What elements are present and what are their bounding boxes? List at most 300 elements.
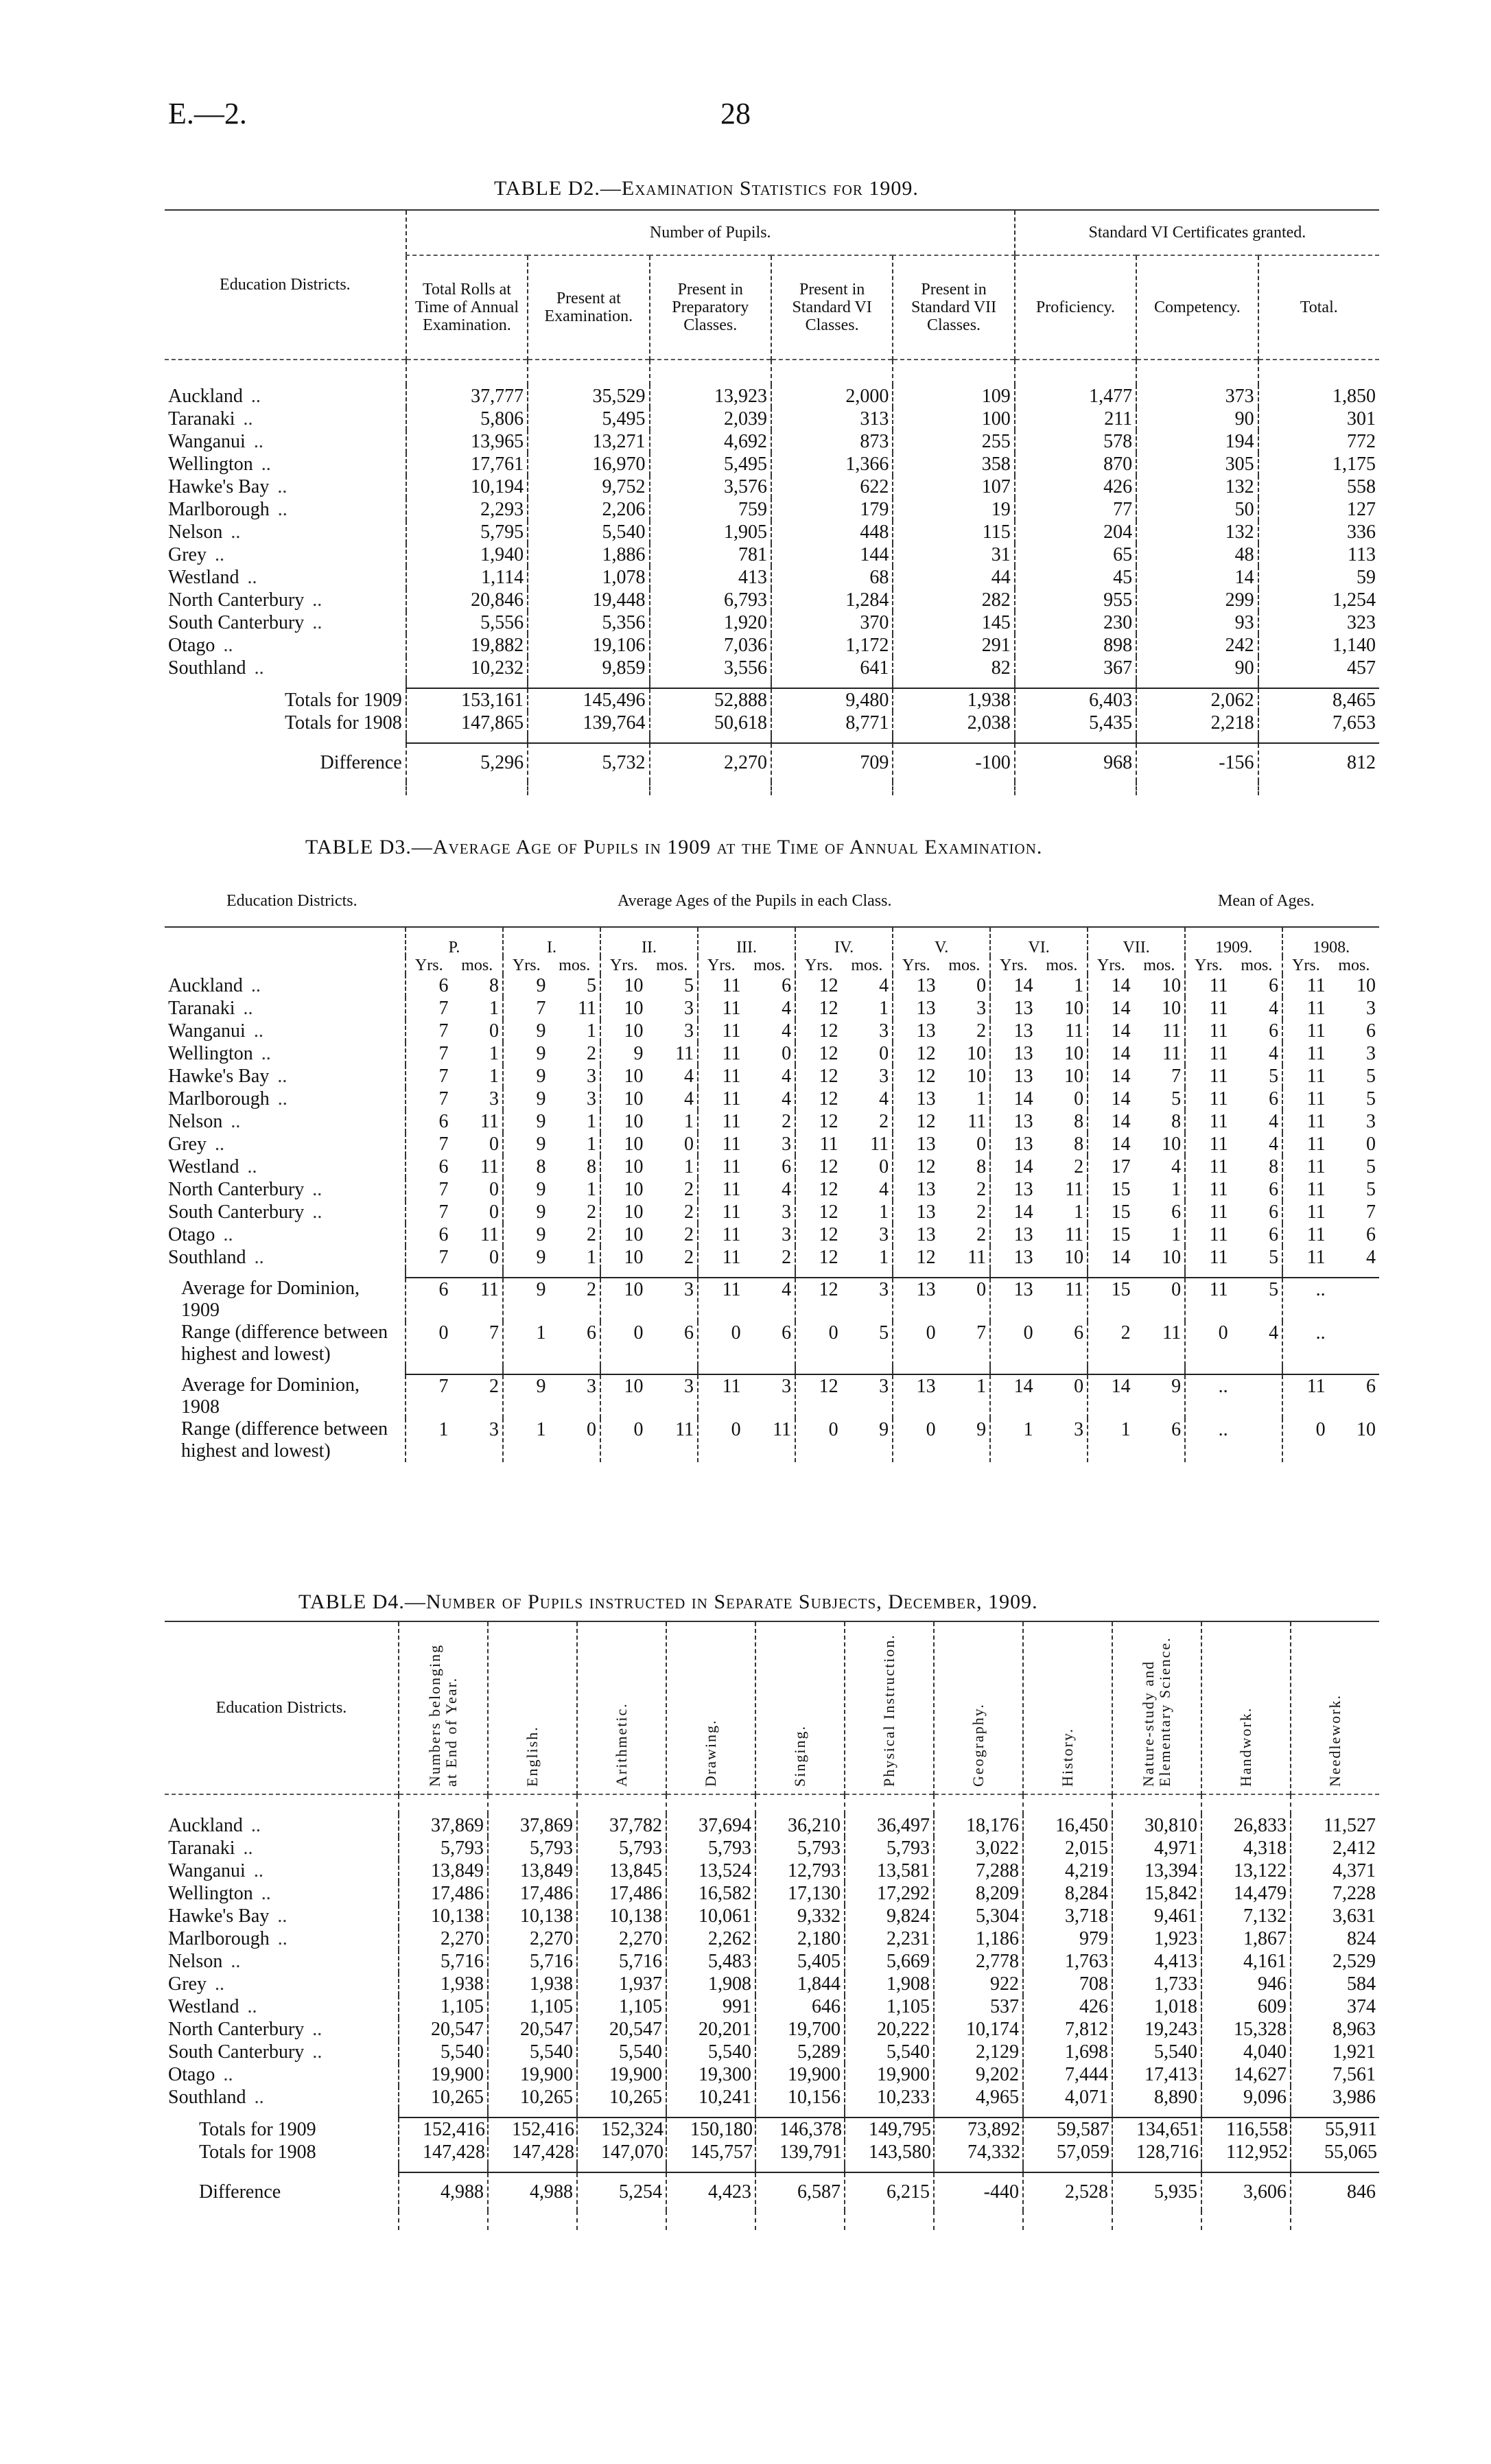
district-name xyxy=(165,1859,399,1882)
months-header: mos. xyxy=(948,957,981,974)
months-value: 1 xyxy=(1074,1201,1084,1223)
months-value: 3 xyxy=(879,1020,889,1042)
years-value: 14 xyxy=(990,1374,1037,1418)
district-name xyxy=(165,1814,399,1837)
years-value: 10 xyxy=(600,997,647,1020)
spacer-cell xyxy=(1136,360,1258,385)
leader-dots: .. xyxy=(253,431,263,452)
years-value: 0 xyxy=(600,1322,647,1365)
cell-value: 13,581 xyxy=(845,1859,934,1882)
years-value: 14 xyxy=(1088,1110,1134,1133)
spacer-cell xyxy=(755,1794,845,1814)
rule-cell xyxy=(503,1365,550,1374)
district-label: Wanganui xyxy=(168,1020,246,1042)
months-value: 6 xyxy=(587,1322,597,1344)
months-value: 11 xyxy=(773,1419,792,1440)
cell-value: 1,105 xyxy=(488,1995,577,2018)
months-value: 11 xyxy=(578,998,597,1019)
months-value: 8 xyxy=(976,1156,987,1177)
months-value: 10 xyxy=(1357,975,1376,996)
years-value: .. xyxy=(1282,1278,1329,1322)
months-value: 8 xyxy=(587,1156,597,1177)
months-value: 11 xyxy=(967,1111,987,1132)
group-certificates: Standard VI Certificates granted. xyxy=(1015,210,1379,255)
cell-value: 19 xyxy=(893,498,1014,521)
spacer-cell xyxy=(1258,679,1379,688)
months-value: 4 xyxy=(684,1088,694,1110)
district-label: Grey xyxy=(168,1973,207,1995)
spacer-cell xyxy=(1201,2211,1291,2230)
rule-cell xyxy=(698,1269,744,1278)
cell-value: 1,175 xyxy=(1258,453,1379,476)
district-label: South Canterbury xyxy=(168,612,305,633)
years-value: 6 xyxy=(406,974,452,997)
table-d3-title-prefix: TABLE D3.— xyxy=(305,836,433,858)
cell-value: 709 xyxy=(771,743,893,782)
district-label: Nelson xyxy=(168,521,223,543)
spacer-cell xyxy=(165,1794,399,1814)
spacer-cell xyxy=(1023,2109,1112,2117)
leader-dots: .. xyxy=(277,476,287,497)
cell-value: 2,778 xyxy=(934,1950,1023,1973)
district-name xyxy=(165,566,406,589)
months-value: 3 xyxy=(879,1279,889,1300)
spacer-cell xyxy=(666,2109,755,2117)
cell-value: 1,172 xyxy=(771,634,893,657)
years-value: 1 xyxy=(406,1418,452,1462)
cell-value: 6,403 xyxy=(1015,688,1136,712)
months-value: 3 xyxy=(1366,1111,1376,1132)
years-value: 12 xyxy=(795,1042,842,1065)
table-row xyxy=(165,498,1379,521)
spacer xyxy=(165,2211,1379,2230)
cell-value: 19,106 xyxy=(528,634,649,657)
years-value: 12 xyxy=(795,1201,842,1223)
months-value: 3 xyxy=(1074,1419,1084,1440)
table-row xyxy=(165,657,1379,679)
district-label: Wellington xyxy=(168,1883,253,1904)
spacer-cell xyxy=(488,2163,577,2172)
months-value: 10 xyxy=(1162,1247,1182,1268)
spacer-cell xyxy=(1291,2211,1379,2230)
rule-cell xyxy=(550,1365,601,1374)
cell-value: 13,524 xyxy=(666,1859,755,1882)
spacer-cell xyxy=(165,2109,399,2117)
cell-value: 299 xyxy=(1136,589,1258,611)
years-value: 13 xyxy=(893,1201,939,1223)
leader-dots: .. xyxy=(312,612,322,633)
months-value: 2 xyxy=(587,1279,597,1300)
years-value: 2 xyxy=(1088,1322,1134,1365)
rule-cell xyxy=(406,1269,452,1278)
rule-cell xyxy=(1329,1365,1379,1374)
cell-value: 1,844 xyxy=(755,1973,845,1995)
cell-value: 112,952 xyxy=(1201,2141,1291,2163)
cell-value: 93 xyxy=(1136,611,1258,634)
years-value: 9 xyxy=(503,1374,550,1418)
cell-value: 5,732 xyxy=(528,743,649,782)
months-value: 2 xyxy=(976,1020,987,1042)
cell-value: 1,284 xyxy=(771,589,893,611)
years-value: 9 xyxy=(503,1088,550,1110)
table-row xyxy=(165,1814,1379,1837)
table-d4-title xyxy=(298,1591,1038,1614)
cell-value: 19,900 xyxy=(399,2063,488,2086)
table-row xyxy=(165,589,1379,611)
years-value: 9 xyxy=(503,1178,550,1201)
col-education-districts: Education Districts. xyxy=(220,276,351,294)
months-value: 4 xyxy=(782,1088,792,1110)
leader-dots: .. xyxy=(254,2087,264,2108)
years-value: 11 xyxy=(1282,1201,1329,1223)
spacer-cell xyxy=(528,360,649,385)
years-value: 11 xyxy=(1282,1042,1329,1065)
cell-value: 152,416 xyxy=(488,2117,577,2141)
table-row xyxy=(165,1950,1379,1973)
district-label: Grey xyxy=(168,544,207,565)
district-label: Hawke's Bay xyxy=(168,1905,270,1927)
years-value: 13 xyxy=(893,1088,939,1110)
cell-value: 609 xyxy=(1201,1995,1291,2018)
years-value: 1 xyxy=(503,1418,550,1462)
spacer-cell xyxy=(406,360,528,385)
years-value: 0 xyxy=(1282,1418,1329,1462)
years-value: 9 xyxy=(503,1020,550,1042)
leader-dots: .. xyxy=(231,1111,241,1132)
years-value: 13 xyxy=(893,1223,939,1246)
cell-value: 194 xyxy=(1136,430,1258,453)
months-value: 10 xyxy=(1064,1043,1084,1064)
table-d2-title-text: Examination Statistics for 1909. xyxy=(621,177,919,200)
column-header xyxy=(1201,1621,1291,1794)
summary-row xyxy=(165,1418,1379,1462)
leader-dots: .. xyxy=(277,1905,287,1927)
district-name xyxy=(165,1905,399,1927)
cell-value: 5,495 xyxy=(650,453,771,476)
class-header: P. xyxy=(406,927,503,957)
cell-value: 11,527 xyxy=(1291,1814,1379,1837)
months-value: 4 xyxy=(879,975,889,996)
cell-value: 1,938 xyxy=(399,1973,488,1995)
years-value: 0 xyxy=(893,1418,939,1462)
months-header: mos. xyxy=(461,957,493,974)
months-value: 0 xyxy=(879,1156,889,1177)
table-row xyxy=(165,2086,1379,2109)
cell-value: 10,138 xyxy=(399,1905,488,1927)
years-value: 14 xyxy=(1088,1042,1134,1065)
years-value: 10 xyxy=(600,1223,647,1246)
cell-value: 37,869 xyxy=(488,1814,577,1837)
column-header xyxy=(1023,1621,1112,1794)
district-name xyxy=(165,453,406,476)
spacer-cell xyxy=(528,782,649,795)
years-value: 15 xyxy=(1088,1201,1134,1223)
rule-cell xyxy=(1134,1365,1186,1374)
district-name xyxy=(165,1246,406,1269)
years-value: 11 xyxy=(1282,974,1329,997)
years-value: 13 xyxy=(893,1278,939,1322)
years-value: 7 xyxy=(406,1246,452,1269)
cell-value: 3,556 xyxy=(650,657,771,679)
months-value: 3 xyxy=(879,1224,889,1245)
months-value: 8 xyxy=(1269,1156,1279,1177)
spacer-cell xyxy=(165,360,406,385)
spacer-cell xyxy=(650,360,771,385)
district-label: Southland xyxy=(168,1247,246,1268)
rule-cell xyxy=(600,1365,647,1374)
table-d4-title-text: Number of Pupils instructed in Separate Subjects, December, 1909. xyxy=(425,1591,1038,1613)
years-value: 14 xyxy=(990,974,1037,997)
cell-value: 2,270 xyxy=(577,1927,666,1950)
cell-value: 5,540 xyxy=(666,2041,755,2063)
column-header-text: Geography. xyxy=(970,1703,987,1787)
leader-dots: .. xyxy=(214,1134,224,1155)
years-value: 6 xyxy=(406,1155,452,1178)
years-value: .. xyxy=(1185,1418,1232,1462)
column-header xyxy=(1112,1621,1201,1794)
district-label: Southland xyxy=(168,2087,246,2108)
rule xyxy=(165,2163,1379,2172)
table-row xyxy=(165,1065,1379,1088)
cell-value: 16,582 xyxy=(666,1882,755,1905)
months-value: 4 xyxy=(684,1066,694,1087)
years-value: 13 xyxy=(893,997,939,1020)
months-value: 2 xyxy=(587,1043,597,1064)
page-number: 28 xyxy=(720,97,751,130)
months-value: 11 xyxy=(1162,1020,1182,1042)
months-value: 0 xyxy=(1074,1088,1084,1110)
rule-cell xyxy=(842,1365,893,1374)
cell-value: 8,284 xyxy=(1023,1882,1112,1905)
district-name xyxy=(165,657,406,679)
months-value: 3 xyxy=(782,1201,792,1223)
column-header xyxy=(577,1621,666,1794)
table-d3-title xyxy=(305,836,1042,859)
rule-cell xyxy=(1134,1269,1186,1278)
cell-value: 5,540 xyxy=(399,2041,488,2063)
rule-cell xyxy=(647,1365,698,1374)
cell-value: 3,576 xyxy=(650,476,771,498)
months-value: 3 xyxy=(782,1376,792,1397)
months-value: 2 xyxy=(684,1247,694,1268)
cell-value: 323 xyxy=(1258,611,1379,634)
cell-value: 1,938 xyxy=(893,688,1014,712)
months-value xyxy=(1232,1418,1283,1462)
years-value: 7 xyxy=(406,1088,452,1110)
years-value: 10 xyxy=(600,1110,647,1133)
leader-dots: .. xyxy=(223,2064,233,2085)
district-name xyxy=(165,1882,399,1905)
district-name xyxy=(165,1178,406,1201)
months-value: 10 xyxy=(1064,998,1084,1019)
months-value: 1 xyxy=(587,1020,597,1042)
years-value: 12 xyxy=(795,1223,842,1246)
table-row xyxy=(165,997,1379,1020)
district-name xyxy=(165,1110,406,1133)
years-value: 1 xyxy=(1088,1418,1134,1462)
years-value: 0 xyxy=(406,1322,452,1365)
years-value: 10 xyxy=(600,1088,647,1110)
district-name xyxy=(165,498,406,521)
spacer-cell xyxy=(528,734,649,743)
leader-dots: .. xyxy=(223,1224,233,1245)
district-label: Wanganui xyxy=(168,1860,246,1881)
spacer-cell xyxy=(666,2163,755,2172)
spacer-cell xyxy=(755,2211,845,2230)
months-header: mos. xyxy=(1241,957,1273,974)
years-value: 10 xyxy=(600,1201,647,1223)
years-value: 12 xyxy=(893,1110,939,1133)
cell-value: 305 xyxy=(1136,453,1258,476)
table-row xyxy=(165,1110,1379,1133)
months-value: 7 xyxy=(1171,1066,1182,1087)
column-header xyxy=(666,1621,755,1794)
table-row xyxy=(165,2018,1379,2041)
cell-value: 873 xyxy=(771,430,893,453)
cell-value: 5,540 xyxy=(528,521,649,543)
cell-value: 979 xyxy=(1023,1927,1112,1950)
months-value: 4 xyxy=(782,998,792,1019)
cell-value: 537 xyxy=(934,1995,1023,2018)
cell-value: 1,254 xyxy=(1258,589,1379,611)
months-value: 1 xyxy=(587,1179,597,1200)
column-header: Present at Examination. xyxy=(528,255,649,360)
years-value: 11 xyxy=(1282,997,1329,1020)
months-value: 3 xyxy=(1366,1043,1376,1064)
cell-value: 134,651 xyxy=(1112,2117,1201,2141)
cell-value: 946 xyxy=(1201,1973,1291,1995)
cell-value: 17,486 xyxy=(399,1882,488,1905)
cell-value: 20,547 xyxy=(577,2018,666,2041)
years-value: 10 xyxy=(600,1133,647,1155)
cell-value: 7,036 xyxy=(650,634,771,657)
years-value: 11 xyxy=(1185,1246,1232,1269)
months-value: 10 xyxy=(1357,1419,1376,1440)
years-value: 9 xyxy=(503,1065,550,1088)
years-value: 11 xyxy=(1282,1088,1329,1110)
cell-value: 5,495 xyxy=(528,408,649,430)
years-value: 1 xyxy=(503,1322,550,1365)
months-value: 2 xyxy=(489,1376,500,1397)
spacer-cell xyxy=(1201,2163,1291,2172)
district-label: Marlborough xyxy=(168,499,270,520)
header-blank xyxy=(165,927,406,974)
cell-value: 1,078 xyxy=(528,566,649,589)
cell-value: 4,413 xyxy=(1112,1950,1201,1973)
d3-col-district: Education Districts. xyxy=(226,892,357,910)
cell-value: 6,793 xyxy=(650,589,771,611)
cell-value: 145,496 xyxy=(528,688,649,712)
class-header-row xyxy=(165,927,1379,957)
column-header-text: Nature-study and Elementary Science. xyxy=(1140,1636,1173,1787)
cell-value: 5,356 xyxy=(528,611,649,634)
years-value: 7 xyxy=(406,1042,452,1065)
cell-value: 622 xyxy=(771,476,893,498)
cell-value: 35,529 xyxy=(528,385,649,408)
cell-value: 74,332 xyxy=(934,2141,1023,2163)
difference-row xyxy=(165,2172,1379,2211)
months-value: 3 xyxy=(684,1376,694,1397)
cell-value: 37,694 xyxy=(666,1814,755,1837)
totals-row xyxy=(165,2117,1379,2141)
years-header: Yrs. xyxy=(795,957,842,974)
d3-group-mean: Mean of Ages. xyxy=(1218,892,1315,910)
cell-value: 5,935 xyxy=(1112,2172,1201,2211)
months-value xyxy=(1329,1278,1379,1322)
cell-value: 2,015 xyxy=(1023,1837,1112,1859)
cell-value: 5,540 xyxy=(845,2041,934,2063)
header-group-row xyxy=(165,210,1379,255)
months-value: 6 xyxy=(1171,1201,1182,1223)
years-value: 13 xyxy=(893,1178,939,1201)
years-value: 0 xyxy=(698,1418,744,1462)
years-value: .. xyxy=(1282,1322,1329,1365)
cell-value: 9,859 xyxy=(528,657,649,679)
cell-value: 19,900 xyxy=(577,2063,666,2086)
cell-value: 132 xyxy=(1136,476,1258,498)
years-value: 14 xyxy=(1088,1088,1134,1110)
years-value: 7 xyxy=(406,1133,452,1155)
column-header: Present in Standard VII Classes. xyxy=(893,255,1014,360)
cell-value: 457 xyxy=(1258,657,1379,679)
cell-value: 147,070 xyxy=(577,2141,666,2163)
table-row xyxy=(165,2041,1379,2063)
spacer-cell xyxy=(1015,679,1136,688)
d3-group-ages: Average Ages of the Pupils in each Class. xyxy=(618,892,892,910)
years-value: 11 xyxy=(698,1201,744,1223)
district-label: Otago xyxy=(168,635,215,656)
difference-label: Difference xyxy=(320,751,402,773)
months-value: 2 xyxy=(587,1201,597,1223)
district-label: Southland xyxy=(168,657,246,679)
column-header xyxy=(399,1621,488,1794)
rule-cell xyxy=(165,1269,406,1278)
spacer-cell xyxy=(165,2211,399,2230)
years-value: 9 xyxy=(503,1042,550,1065)
cell-value: 5,795 xyxy=(406,521,528,543)
spacer-cell xyxy=(399,1794,488,1814)
spacer-cell xyxy=(406,679,528,688)
district-label: Otago xyxy=(168,1224,215,1245)
months-value: 3 xyxy=(587,1066,597,1087)
cell-value: 132 xyxy=(1136,521,1258,543)
table-row xyxy=(165,1995,1379,2018)
rule xyxy=(165,734,1379,743)
spacer-cell xyxy=(934,2109,1023,2117)
rule-cell xyxy=(452,1365,504,1374)
months-value: 4 xyxy=(1171,1156,1182,1177)
cell-value: 59,587 xyxy=(1023,2117,1112,2141)
months-value: 4 xyxy=(1269,1134,1279,1155)
months-value: 11 xyxy=(1065,1224,1084,1245)
cell-value: 8,771 xyxy=(771,712,893,734)
months-value: 10 xyxy=(1064,1066,1084,1087)
cell-value: 13,849 xyxy=(399,1859,488,1882)
cell-value: 413 xyxy=(650,566,771,589)
cell-value: 3,022 xyxy=(934,1837,1023,1859)
years-value: 9 xyxy=(503,1246,550,1269)
months-header: mos. xyxy=(559,957,591,974)
spacer-cell xyxy=(1112,2211,1201,2230)
cell-value: 5,793 xyxy=(577,1837,666,1859)
class-header: VI. xyxy=(990,927,1088,957)
cell-value: 1,921 xyxy=(1291,2041,1379,2063)
cell-value: 116,558 xyxy=(1201,2117,1291,2141)
rule xyxy=(165,1269,1379,1278)
months-value: 9 xyxy=(1171,1376,1182,1397)
cell-value: 1,114 xyxy=(406,566,528,589)
spacer xyxy=(165,1794,1379,1814)
